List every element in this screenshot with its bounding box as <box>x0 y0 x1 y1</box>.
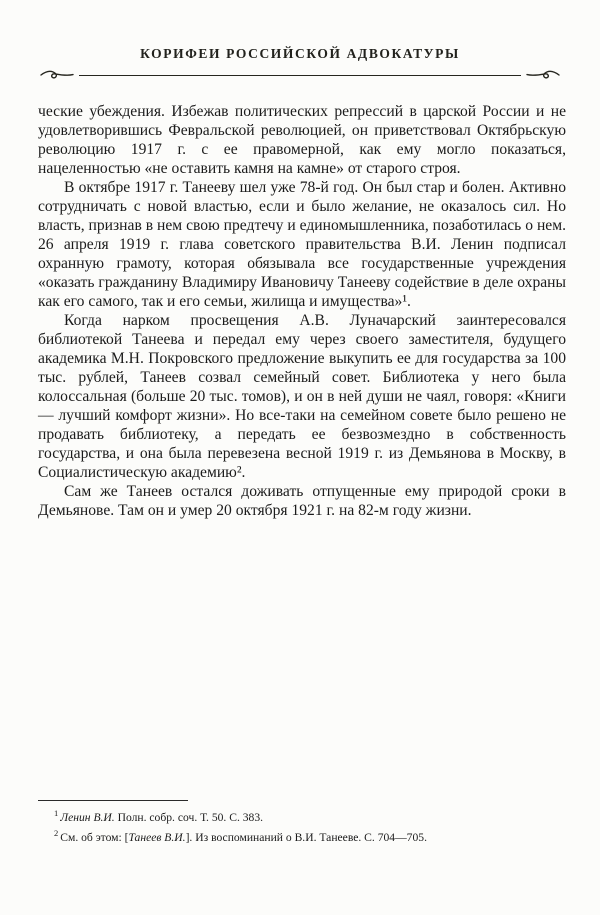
footnote-marker: 1 <box>54 808 59 819</box>
footnote-separator-rule <box>38 800 188 801</box>
header-rule <box>79 75 521 76</box>
footnote-author: Танеев В.И. <box>128 830 186 844</box>
paragraph: Когда нарком просвещения А.В. Луначарский заинтересовался библиотекой Танеева и передал ему через своего заместителя, будущего академика М.Н. Покровского предложение выкупить ее для государства за 100 тыс. рублей, Танеев созвал семейный совет. Библиотека у него была колоссальная (больше 20 тыс. томов), и он в ней души не чаял, говоря: «Книги — лучший комфорт жизни». Но все-таки на семейном совете было решено не продавать библиотеку, а передать ее безвозмездно в собственность государства, и она была перевезена весной 1919 г. из Демьянова в Москву, в Социалистическую академию². <box>38 312 566 481</box>
footnote-prefix: См. об этом: [ <box>60 830 129 844</box>
page-body <box>38 102 566 520</box>
header-divider <box>40 69 560 81</box>
footnote-text: Полн. собр. соч. Т. 50. С. 383. <box>114 810 264 824</box>
paragraph: В октябре 1917 г. Танееву шел уже 78-й год. Он был стар и болен. Активно сотрудничать с новой властью, если и было желание, не оказалось сил. Но власть, признав в нем свою предтечу и единомышленника, позаботилась о нем. 26 апреля 1919 г. глава советского правительства В.И. Ленин подписал охранную грамоту, которая обязывала все государственные учреждения «оказать гражданину Владимиру Ивановичу Танееву содействие в деле охраны как его самого, так и его семьи, жилища и имущества»¹. <box>38 179 566 310</box>
paragraph: Сам же Танеев остался доживать отпущенные ему природой сроки в Демьянове. Там он и умер 20 октября 1921 г. на 82-м году жизни. <box>38 483 566 519</box>
running-header-title: КОРИФЕИ РОССИЙСКОЙ АДВОКАТУРЫ <box>140 46 460 61</box>
flourish-left-icon <box>40 69 74 81</box>
footnote <box>38 826 566 845</box>
footnotes-section <box>38 800 566 845</box>
footnote <box>38 806 566 825</box>
footnote-marker: 2 <box>54 827 59 838</box>
footnote-author: Ленин В.И. <box>60 810 115 824</box>
flourish-right-icon <box>526 69 560 81</box>
footnote-text: ]. Из воспоминаний о В.И. Танееве. С. 704—705. <box>185 830 427 844</box>
paragraph: ческие убеждения. Избежав политических репрессий в царской России и не удовлетворившись Февральской революцией, он приветствовал Октябрьскую революцию 1917 г. с ее правомерной, как ему могло показаться, нацеленностью «не оставить камня на камне» от старого строя. <box>38 103 566 177</box>
